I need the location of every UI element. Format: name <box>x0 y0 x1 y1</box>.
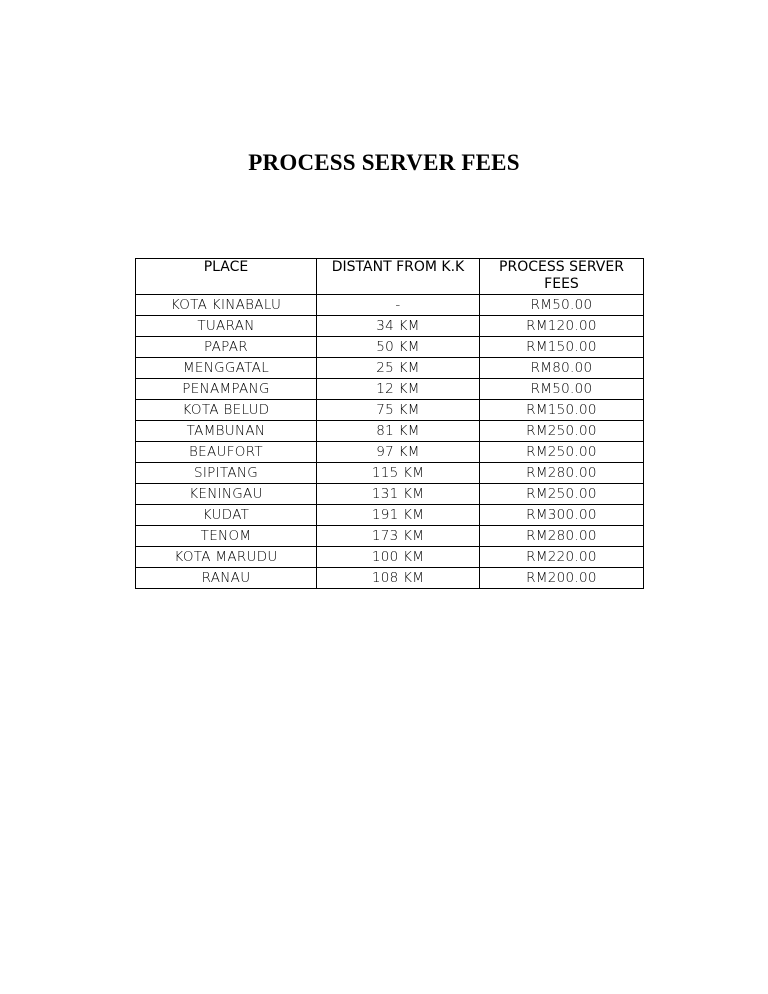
table-header-row <box>136 259 644 295</box>
table-row <box>136 421 644 442</box>
cell-distance: 25 KM <box>317 358 480 379</box>
cell-distance: 12 KM <box>317 379 480 400</box>
cell-place: KOTA KINABALU <box>136 295 317 316</box>
cell-place: PAPAR <box>136 337 317 358</box>
cell-place: RANAU <box>136 568 317 589</box>
cell-fee: RM50.00 <box>480 295 644 316</box>
table-row <box>136 316 644 337</box>
cell-place: SIPITANG <box>136 463 317 484</box>
cell-fee: RM200.00 <box>480 568 644 589</box>
table-row <box>136 295 644 316</box>
cell-fee: RM220.00 <box>480 547 644 568</box>
cell-fee: RM80.00 <box>480 358 644 379</box>
cell-distance: 191 KM <box>317 505 480 526</box>
cell-fee: RM250.00 <box>480 484 644 505</box>
cell-fee: RM300.00 <box>480 505 644 526</box>
table-row <box>136 337 644 358</box>
table-row <box>136 547 644 568</box>
table-row <box>136 442 644 463</box>
table-row <box>136 505 644 526</box>
cell-place: TAMBUNAN <box>136 421 317 442</box>
cell-fee: RM120.00 <box>480 316 644 337</box>
cell-fee: RM150.00 <box>480 400 644 421</box>
column-header-distance: DISTANT FROM K.K <box>317 259 480 295</box>
table-row <box>136 484 644 505</box>
cell-distance: 115 KM <box>317 463 480 484</box>
cell-fee: RM280.00 <box>480 463 644 484</box>
table-row <box>136 400 644 421</box>
cell-distance: 131 KM <box>317 484 480 505</box>
fees-table <box>135 258 644 589</box>
cell-fee: RM150.00 <box>480 337 644 358</box>
column-header-place: PLACE <box>136 259 317 295</box>
cell-distance: 75 KM <box>317 400 480 421</box>
cell-distance: - <box>317 295 480 316</box>
cell-place: MENGGATAL <box>136 358 317 379</box>
cell-place: KOTA BELUD <box>136 400 317 421</box>
cell-distance: 100 KM <box>317 547 480 568</box>
cell-place: TENOM <box>136 526 317 547</box>
page-title: PROCESS SERVER FEES <box>248 150 520 175</box>
cell-place: KOTA MARUDU <box>136 547 317 568</box>
cell-place: KENINGAU <box>136 484 317 505</box>
cell-distance: 81 KM <box>317 421 480 442</box>
cell-distance: 50 KM <box>317 337 480 358</box>
cell-distance: 97 KM <box>317 442 480 463</box>
cell-fee: RM280.00 <box>480 526 644 547</box>
cell-distance: 173 KM <box>317 526 480 547</box>
cell-fee: RM250.00 <box>480 442 644 463</box>
table-row <box>136 358 644 379</box>
column-header-fees: PROCESS SERVER FEES <box>480 259 644 295</box>
cell-place: PENAMPANG <box>136 379 317 400</box>
table-row <box>136 463 644 484</box>
cell-distance: 108 KM <box>317 568 480 589</box>
cell-place: KUDAT <box>136 505 317 526</box>
cell-place: TUARAN <box>136 316 317 337</box>
table-row <box>136 526 644 547</box>
cell-fee: RM250.00 <box>480 421 644 442</box>
cell-distance: 34 KM <box>317 316 480 337</box>
cell-fee: RM50.00 <box>480 379 644 400</box>
table-row <box>136 568 644 589</box>
cell-place: BEAUFORT <box>136 442 317 463</box>
table-row <box>136 379 644 400</box>
